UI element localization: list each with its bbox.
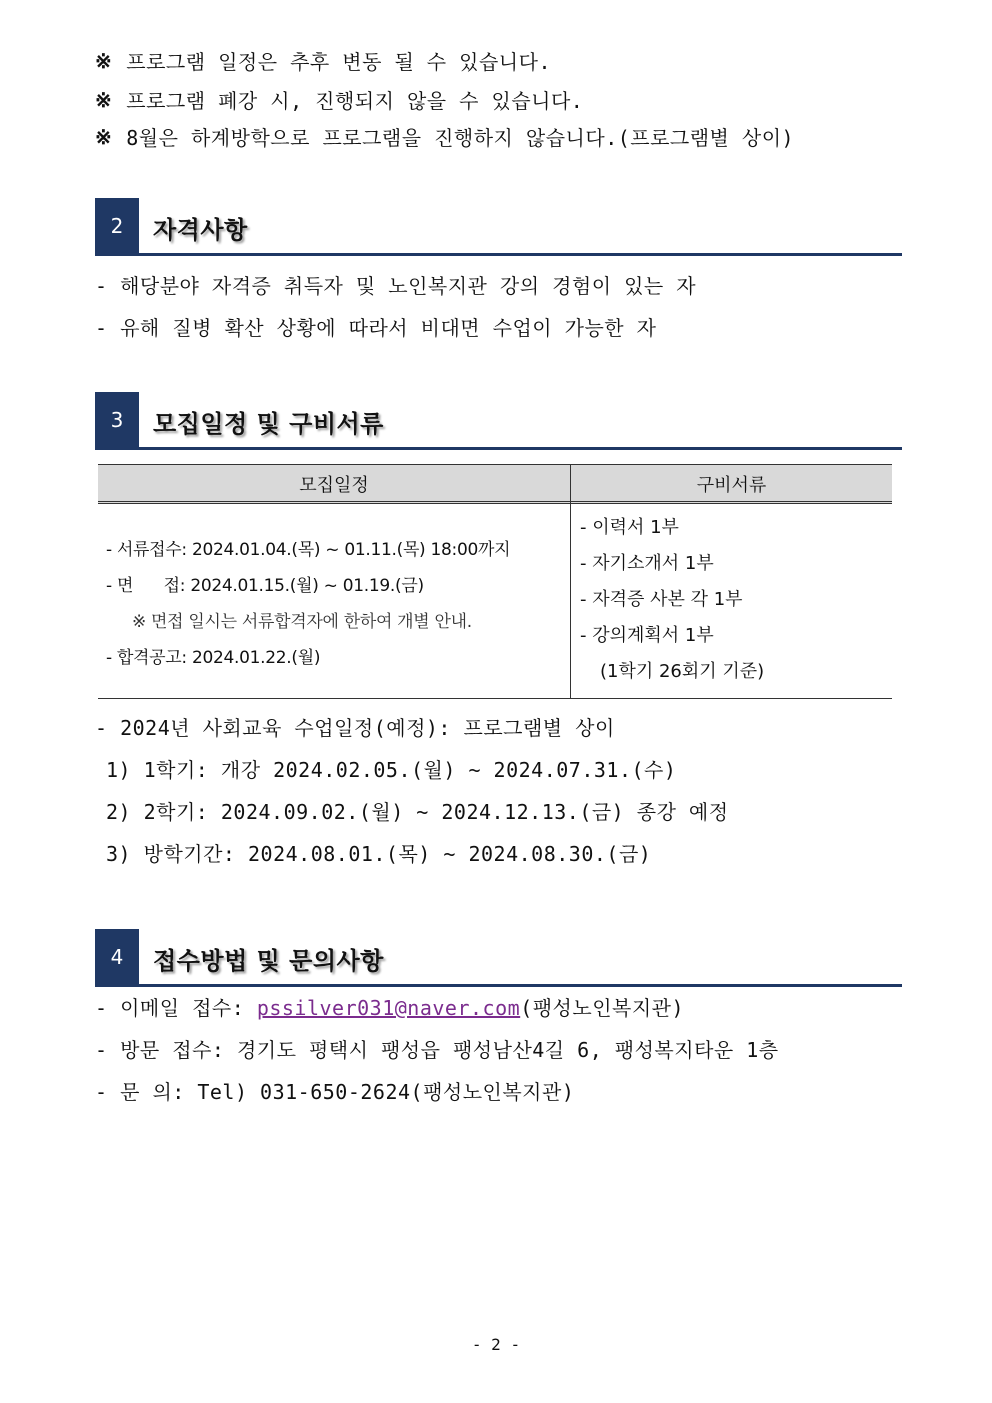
page-number: - 2 -	[471, 1335, 521, 1354]
class-schedule-item: 2) 2학기: 2024.09.02.(월) ~ 2024.12.13.(금) 종강 예정	[106, 800, 729, 824]
schedule-item: - 면 접: 2024.01.15.(월) ~ 01.19.(금)	[106, 576, 424, 596]
reference-mark-icon: ※	[95, 48, 113, 73]
section-recruitment-header	[95, 392, 902, 448]
section-number-badge: 2	[95, 198, 139, 254]
note-1	[95, 46, 551, 75]
section-divider	[95, 253, 902, 256]
schedule-item: - 합격공고: 2024.01.22.(월)	[106, 648, 321, 668]
section-title: 접수방법 및 문의사항	[153, 947, 384, 975]
qualification-item: - 유해 질병 확산 상황에 따라서 비대면 수업이 가능한 자	[95, 316, 657, 340]
section-divider	[95, 984, 902, 987]
section-divider	[95, 447, 902, 450]
class-schedule-item: 3) 방학기간: 2024.08.01.(목) ~ 2024.08.30.(금)	[106, 842, 652, 866]
reference-mark-icon: ※	[95, 87, 113, 112]
section-application-header	[95, 929, 902, 985]
note-text: 프로그램 폐강 시, 진행되지 않을 수 있습니다.	[126, 89, 584, 113]
schedule-item: - 서류접수: 2024.01.04.(목) ~ 01.11.(목) 18:00까지	[106, 540, 511, 560]
table-header-documents: 구비서류	[696, 474, 767, 496]
email-suffix: (팽성노인복지관)	[520, 996, 685, 1020]
table-column-divider	[570, 464, 571, 699]
recruitment-table	[98, 464, 892, 699]
schedule-cell	[106, 532, 510, 676]
qualification-item: - 해당분야 자격증 취득자 및 노인복지관 강의 경험이 있는 자	[95, 274, 697, 298]
section-title: 자격사항	[153, 216, 248, 244]
visit-application-line: - 방문 접수: 경기도 평택시 팽성읍 팽성남산4길 6, 팽성복지타운 1층	[95, 1038, 779, 1062]
table-header-row	[98, 464, 892, 504]
table-bottom-border	[98, 698, 892, 699]
note-2	[95, 85, 583, 114]
section-title: 모집일정 및 구비서류	[153, 410, 384, 438]
section-number-badge: 4	[95, 929, 139, 985]
note-3	[95, 122, 794, 151]
class-schedule-heading: - 2024년 사회교육 수업일정(예정): 프로그램별 상이	[95, 716, 615, 740]
table-header-schedule: 모집일정	[299, 474, 369, 496]
email-label: - 이메일 접수:	[95, 996, 257, 1020]
document-item: - 자기소개서 1부	[580, 553, 714, 574]
email-link[interactable]: pssilver031@naver.com	[256, 996, 521, 1020]
class-schedule-item: 1) 1학기: 개강 2024.02.05.(월) ~ 2024.07.31.(수)	[106, 758, 677, 782]
reference-mark-icon: ※	[95, 124, 113, 149]
document-item: - 자격증 사본 각 1부	[580, 589, 743, 610]
document-item-note: (1학기 26회기 기준)	[600, 661, 765, 682]
documents-cell	[580, 510, 764, 690]
email-application-line	[95, 992, 684, 1021]
document-item: - 강의계획서 1부	[580, 625, 714, 646]
document-item: - 이력서 1부	[580, 517, 679, 538]
section-qualifications-header	[95, 198, 902, 254]
schedule-note: ※ 면접 일시는 서류합격자에 한하여 개별 안내.	[132, 612, 472, 632]
contact-line: - 문 의: Tel) 031-650-2624(팽성노인복지관)	[95, 1080, 575, 1104]
note-text: 프로그램 일정은 추후 변동 될 수 있습니다.	[126, 50, 551, 74]
note-text: 8월은 하계방학으로 프로그램을 진행하지 않습니다.(프로그램별 상이)	[126, 126, 795, 150]
section-number-badge: 3	[95, 392, 139, 448]
